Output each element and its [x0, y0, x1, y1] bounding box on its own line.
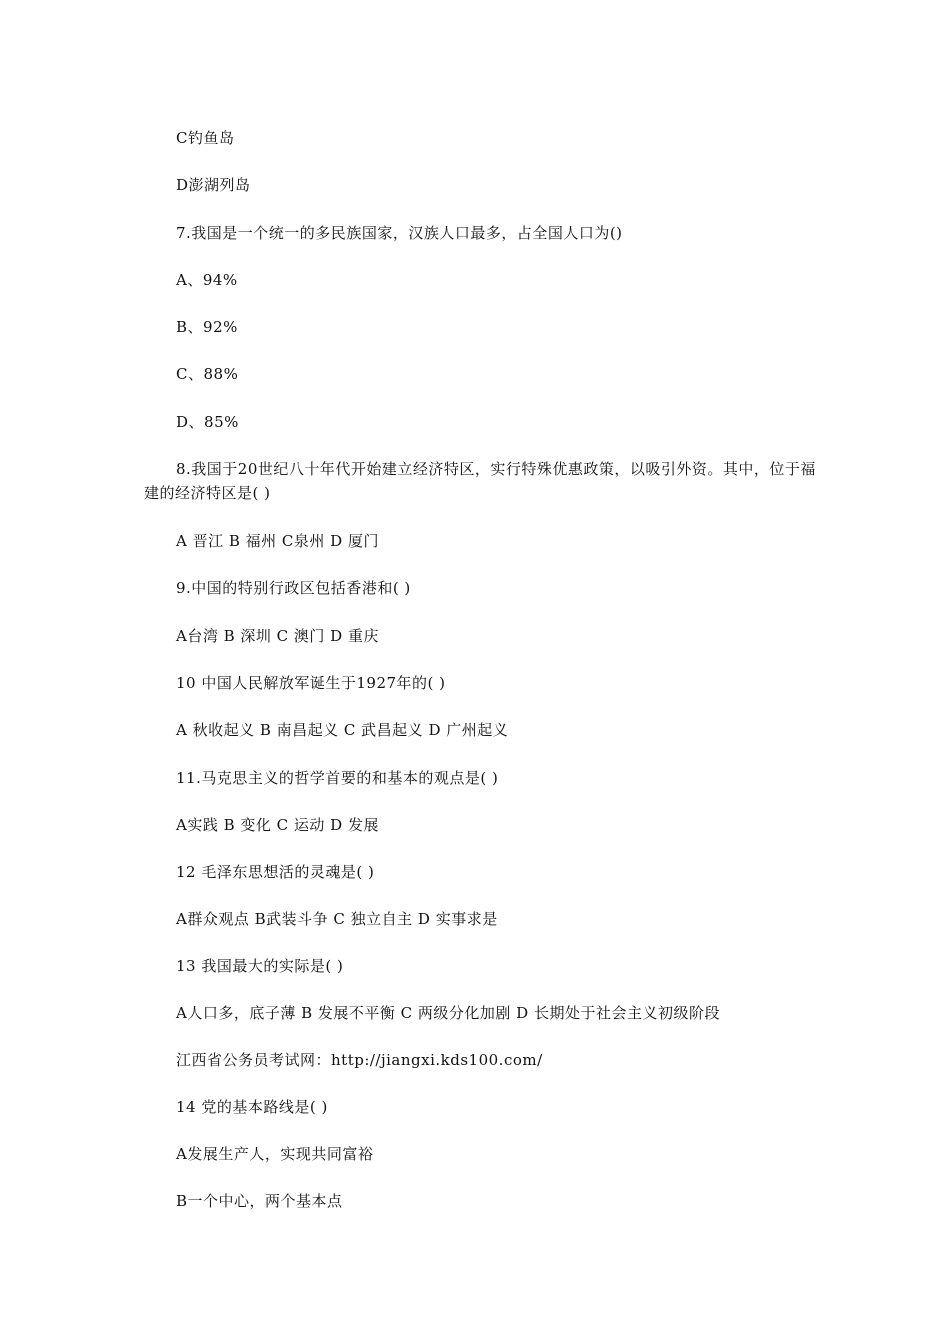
question-line: 7.我国是一个统一的多民族国家，汉族人口最多，占全国人口为()	[176, 224, 623, 242]
option-line: C钓鱼岛	[176, 129, 235, 147]
option-line: C、88%	[176, 365, 239, 383]
option-line: D、85%	[176, 413, 239, 431]
option-line: A 晋江 B 福州 C泉州 D 厦门	[176, 532, 379, 550]
option-line: A发展生产人，实现共同富裕	[176, 1145, 374, 1163]
option-line: A台湾 B 深圳 C 澳门 D 重庆	[176, 627, 379, 645]
question-line: 12 毛泽东思想活的灵魂是( )	[176, 863, 375, 881]
question-line: 14 党的基本路线是( )	[176, 1098, 328, 1116]
question-line: 13 我国最大的实际是( )	[176, 957, 344, 975]
question-line: 10 中国人民解放军诞生于1927年的( )	[176, 674, 446, 692]
question-line: 11.马克思主义的哲学首要的和基本的观点是( )	[176, 769, 499, 787]
option-line: A群众观点 B武装斗争 C 独立自主 D 实事求是	[176, 910, 498, 928]
option-line: B一个中心，两个基本点	[176, 1192, 343, 1210]
option-line: B、92%	[176, 318, 238, 336]
question-line: 9.中国的特别行政区包括香港和( )	[176, 579, 411, 597]
option-line: A 秋收起义 B 南昌起义 C 武昌起义 D 广州起义	[176, 721, 509, 739]
option-line: A实践 B 变化 C 运动 D 发展	[176, 816, 379, 834]
option-line: A人口多，底子薄 B 发展不平衡 C 两级分化加剧 D 长期处于社会主义初级阶段	[176, 1004, 720, 1022]
website-line: 江西省公务员考试网：http://jiangxi.kds100.com/	[176, 1051, 543, 1069]
option-line: D澎湖列岛	[176, 176, 251, 194]
question-line: 8.我国于20世纪八十年代开始建立经济特区，实行特殊优惠政策，以吸引外资。其中，位于福建的经济特区是( )	[144, 460, 816, 502]
option-line: A、94%	[176, 271, 238, 289]
